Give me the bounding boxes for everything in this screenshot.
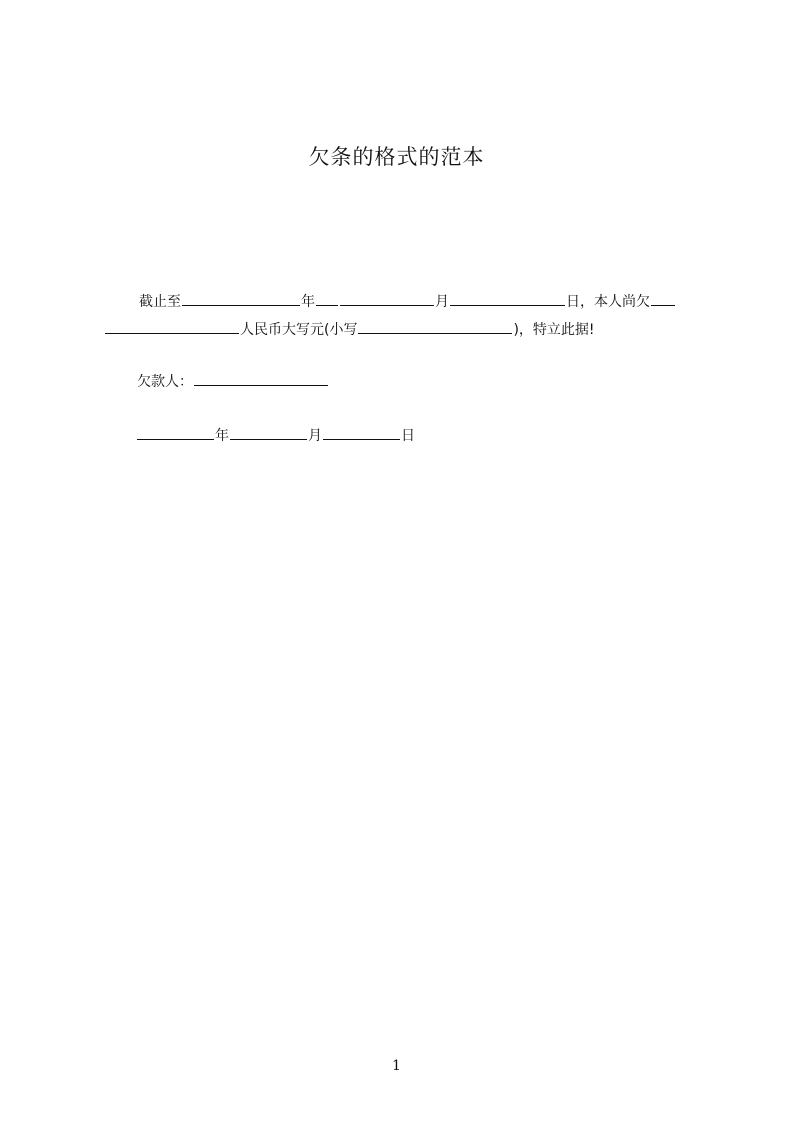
page-number: 1 [392,1058,401,1074]
blank-month-a[interactable] [316,291,338,306]
sign-year-label: 年 [215,428,229,444]
blank-amount-start[interactable] [651,291,675,306]
clause-amount-label: 人民币大写元(小写 [240,322,358,338]
document-title: 欠条的格式的范本 [308,145,485,169]
blank-day[interactable] [450,291,565,306]
blank-year[interactable] [182,291,300,306]
sign-day-label: 日 [401,428,415,444]
blank-sign-month[interactable] [230,425,307,440]
blank-amount-small[interactable] [358,319,512,334]
clause-line-1 [139,291,676,312]
blank-amount[interactable] [105,319,239,334]
sign-month-label: 月 [308,428,322,444]
clause-year-label: 年 [301,294,315,310]
blank-debtor[interactable] [194,371,328,386]
clause-prefix: 截止至 [139,294,181,310]
blank-sign-year[interactable] [137,425,214,440]
debtor-label: 欠款人： [137,374,193,390]
clause-day-label: 日，本人尚欠 [566,294,650,310]
debtor-line [137,371,329,392]
clause-line-2 [104,319,595,340]
blank-sign-day[interactable] [323,425,400,440]
clause-month-label: 月 [435,294,449,310]
blank-month-b[interactable] [340,291,434,306]
signature-date-line [136,425,415,446]
clause-closing-label: )，特立此据! [513,322,595,338]
